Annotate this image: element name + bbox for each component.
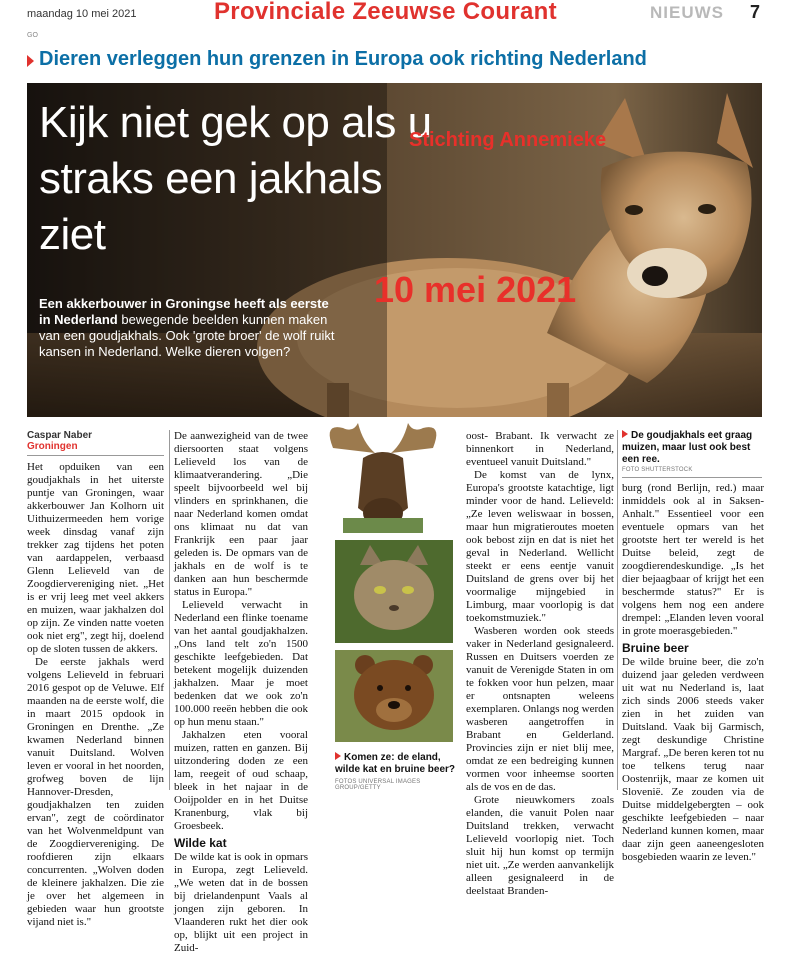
page-header	[0, 0, 800, 28]
page-code: GO	[27, 32, 38, 39]
article-column-4	[622, 482, 764, 864]
watermark-foundation: Stichting Annemieke	[409, 129, 607, 151]
animals-caption	[335, 752, 460, 776]
article-column-1	[27, 430, 164, 929]
column-divider	[617, 430, 618, 790]
section-label: NIEUWS	[650, 3, 724, 22]
masthead: Provinciale Zeeuwse Courant	[214, 0, 557, 25]
paragraph: De wilde bruine beer, die zo'n duizend jaar geleden verdween uit wat nu Nederland is, laat zich sinds 2006 steeds vaker zien in het zuiden van Duitsland. Vaak bij Garmisch, zegt deskundige Christine Margraf. „De beren keren tot nu toe telkens terug naar Oostenrijk, maar ze komen uit Slovenië. Ze zouden via de Duitse middelgebergten – ook geschikte leefgebieden – naar Nederland kunnen komen, maar daar zijn geen aaneengesloten bosgebieden waarin ze leven."	[622, 656, 764, 863]
red-triangle-icon	[622, 430, 628, 438]
paragraph: Grote nieuwkomers zoals elanden, die vanuit Polen naar Duitsland trekken, verwacht Lelieveld voorlopig niet. Toch sluit hij hun komst op termijn niet uit. „Ze werden aanvankelijk alleen gesignaleerd in de deelstaat Branden-	[466, 794, 614, 897]
paragraph: De komst van de lynx, Europa's grootste katachtige, ligt minder voor de hand. Lelieveld: „Ze leven weliswaar in bossen, maar hun migratieroutes moeten ook bebost zijn en dat is niet het geval in Nederland. Wellicht steekt er eens eentje vanuit Duitsland de grens over bij het voormalige mijngebied in Limburg, maar voorlopig is dat toekomstmuziek."	[466, 469, 614, 624]
animals-caption-text: Komen ze: de eland, wilde kat en bruine beer?	[335, 752, 456, 775]
moose-photo	[313, 418, 453, 533]
headline: Kijk niet gek op als u straks een jakhals ziet	[39, 98, 432, 259]
subhead-bear: Bruine beer	[622, 641, 689, 655]
article-column-2	[174, 430, 308, 955]
byline: Caspar Naber	[27, 430, 93, 441]
hero-jackal-photo	[27, 83, 762, 417]
bear-illustration	[335, 650, 453, 742]
paragraph: burg (rond Berlijn, red.) maar inmiddels ook al in Saksen-Anhalt." Essentieel voor een eventuele opmars van het grootste hert ter wereld is het Duitse beleid, zegt de zoogdierendeskundige. „Is het dier bejaagbaar of krijgt het een beschermde status?" Er is volgens hem nog een andere drempel: „Elanden leven vooral in grote moerasgebieden."	[622, 482, 764, 637]
standfirst	[39, 296, 339, 360]
animals-photo-credit: FOTOS UNIVERSAL IMAGES GROUP/GETTY	[335, 779, 421, 791]
jackal-caption	[622, 430, 762, 466]
paragraph: De aanwezigheid van de twee diersoorten staat volgens Lelieveld los van de klimaatverandering. „Die speelt bijvoorbeeld wel bij vlinders en sprinkhanen, die naar Nederland komen omdat ons klimaat nu dat van Frankrijk een paar jaar geleden is. De opmars van de jakhals en de wolf is te danken aan hun beschermde status in Europa."	[174, 430, 308, 598]
paragraph: oost- Brabant. Ik verwacht ze binnenkort in Nederland, eventueel vanuit Duitsland."	[466, 430, 614, 468]
red-triangle-icon	[27, 55, 34, 67]
dateline: Groningen	[27, 441, 78, 452]
page-number: 7	[750, 2, 761, 22]
wildcat-illustration	[335, 540, 453, 643]
moose-illustration	[313, 418, 453, 533]
standfirst-regular: bewegende beelden kunnen maken van een goudjakhals. Ook 'grote broer' de wolf ruikt kansen in Nederland. Welke dieren volgen?	[39, 312, 335, 359]
byline-rule	[27, 455, 164, 456]
rubric-text: Dieren verleggen hun grenzen in Europa ook richting Nederland	[39, 48, 647, 70]
paragraph: Het opduiken van een goudjakhals in het uiterste puntje van Groningen, waar akkerbouwer Jan Kolhorn uit Uithuizermeeden hem vorige week dinsdag vanaf zijn trekker zag tijdens het poten van aardappelen, verbaasd Glenn Lelieveld van de Zoogdiervereniging niet. „Het is er vrij leeg met veel akkers en muizen, waar jakhalzen dol op zijn. Ze vinden natte voeten ook niet erg", zegt hij, doelend op de sloten tussen de akkers.	[27, 461, 164, 655]
paragraph: Lelieveld verwacht in Nederland een flinke toename van het aantal goudjakhalzen. „Ons land telt zo'n 1500 geschikte leefgebieden. Dat betekent mogelijk duizenden jakhalzen. Maar je moet bedenken dat we ook zo'n 100.000 reeën hebben die ook op hun menu staan."	[174, 599, 308, 728]
rubric-bar	[27, 44, 767, 78]
caption-rule	[622, 477, 762, 478]
watermark-date: 10 mei 2021	[374, 269, 577, 310]
column-divider	[169, 430, 170, 790]
jackal-photo-credit: FOTO SHUTTERSTOCK	[622, 467, 693, 473]
standfirst-bold: Een akkerbouwer in Groningse heeft als eerste in Nederland	[39, 296, 329, 327]
bear-photo	[335, 650, 453, 742]
paragraph: Jakhalzen eten vooral muizen, ratten en ganzen. Bij uitzondering doden ze een lam, reegeit of oud schaap, bleek in het najaar in de Ooijpolder en in het Duitse Kranenburg, vlak bij Groesbeek.	[174, 729, 308, 832]
issue-date: maandag 10 mei 2021	[27, 8, 137, 20]
subhead-wildcat: Wilde kat	[174, 836, 227, 850]
paragraph: De wilde kat is ook in opmars in Europa, zegt Lelieveld. „We weten dat in de bossen bij drielandenpunt Vaals al jongen zijn geboren. In Vlaanderen rukt het dier ook op, blijkt uit een project in Zuid-	[174, 851, 308, 954]
paragraph: De eerste jakhals werd volgens Lelieveld in februari 2016 gespot op de Veluwe. Elf maanden na de eerste wolf, die in maart 2015 opdook in Groningen en Drenthe. „Ze kwamen Nederland binnen vanuit Duitsland. Wolven leven er vooral in het noorden, grofweg boven de lijn Hannover-Dresden, goudjakhalzen ten zuiden ervan", zegt de coördinator van het Wolvenmeldpunt van de Zoogdiervereniging. De roofdieren zijn elkaars concurrenten. „Wolven doden de kleinere jakhalzen. Die zie je over het algemeen in gebieden waar hun grootste vijand niet is."	[27, 656, 164, 928]
red-triangle-icon	[335, 752, 341, 760]
paragraph: Wasberen worden ook steeds vaker in Nederland gesignaleerd. Russen en Duitsers voerden ze vanuit de Verenigde Staten in om te fokken voor hun pelzen, maar er ontsnapten weleens exemplaren. Onlangs nog werden wasberen aangetroffen in Brabant en Gelderland. Provincies zijn er niet blij mee, omdat ze een bedreiging kunnen vormen voor inheemse soorten als de vos en de das.	[466, 625, 614, 793]
wildcat-photo	[335, 540, 453, 643]
jackal-caption-text: De goudjakhals eet graag muizen, maar lust ook best een ree.	[622, 430, 753, 465]
article-column-3	[466, 430, 614, 898]
